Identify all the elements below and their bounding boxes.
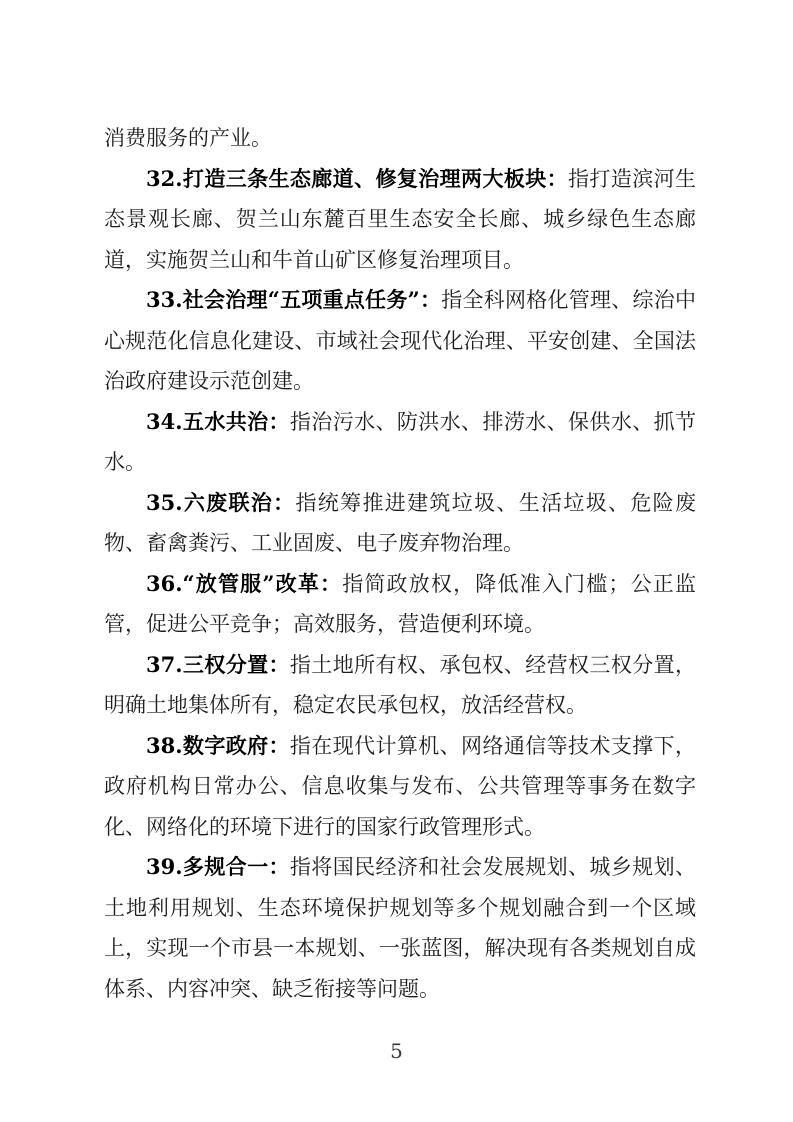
definition-text: 指土地所有权、承包权、经营权三权分置，明确土地集体所有，稳定农民承包权，放活经营权。 (104, 652, 696, 717)
definition-item (104, 726, 696, 848)
definition-term: 39.多规合一： (146, 854, 290, 879)
definition-text: 指打造滨河生态景观长廊、贺兰山东麓百里生态安全长廊、城乡绿色生态廊道，实施贺兰山和牛首山矿区修复治理项目。 (104, 166, 697, 272)
definition-text: 指在现代计算机、网络通信等技术支撑下，政府机构日常办公、信息收集与发布、公共管理等事务在数字化、网络化的环境下进行的国家行政管理形式。 (104, 733, 696, 839)
definition-item (104, 483, 696, 564)
definition-term: 37.三权分置： (146, 651, 290, 677)
definition-item (104, 280, 696, 402)
definition-term: 35.六废联治： (146, 489, 296, 515)
document-body (104, 118, 696, 1009)
definition-term: 33.社会治理“五项重点任务”： (146, 287, 442, 312)
definition-list (104, 159, 696, 1010)
definition-item (104, 159, 696, 281)
definition-text: 指统筹推进建筑垃圾、生活垃圾、危险废物、畜禽粪污、工业固废、电子废弃物治理。 (104, 490, 696, 555)
definition-text: 指治污水、防洪水、排涝水、保供水、抓节水。 (104, 409, 696, 474)
definition-item (104, 645, 696, 726)
definition-term: 38.数字政府： (146, 732, 290, 758)
definition-item (104, 564, 696, 645)
definition-text: 指将国民经济和社会发展规划、城乡规划、土地利用规划、生态环境保护规划等多个规划融合到一个区域上，实现一个市县一本规划、一张蓝图，解决现有各类规划自成体系、内容冲突、缺乏衔接等问题。 (104, 855, 696, 1001)
definition-item (104, 402, 696, 483)
page-number: 5 (390, 1039, 403, 1063)
definition-text: 指全科网格化管理、综治中心规范化信息化建设、市域社会现代化治理、平安创建、全国法治政府建设示范创建。 (104, 288, 696, 393)
definition-term: 36.“放管服”改革： (146, 570, 343, 596)
definition-item (104, 847, 696, 1009)
definition-term: 32.打造三条生态廊道、修复治理两大板块： (146, 165, 569, 191)
definition-text: 指简政放权，降低准入门槛；公正监管，促进公平竞争；高效服务，营造便利环境。 (104, 571, 696, 636)
paragraph-continuation: 消费服务的产业。 (104, 126, 272, 150)
definition-term: 34.五水共治： (146, 408, 290, 434)
